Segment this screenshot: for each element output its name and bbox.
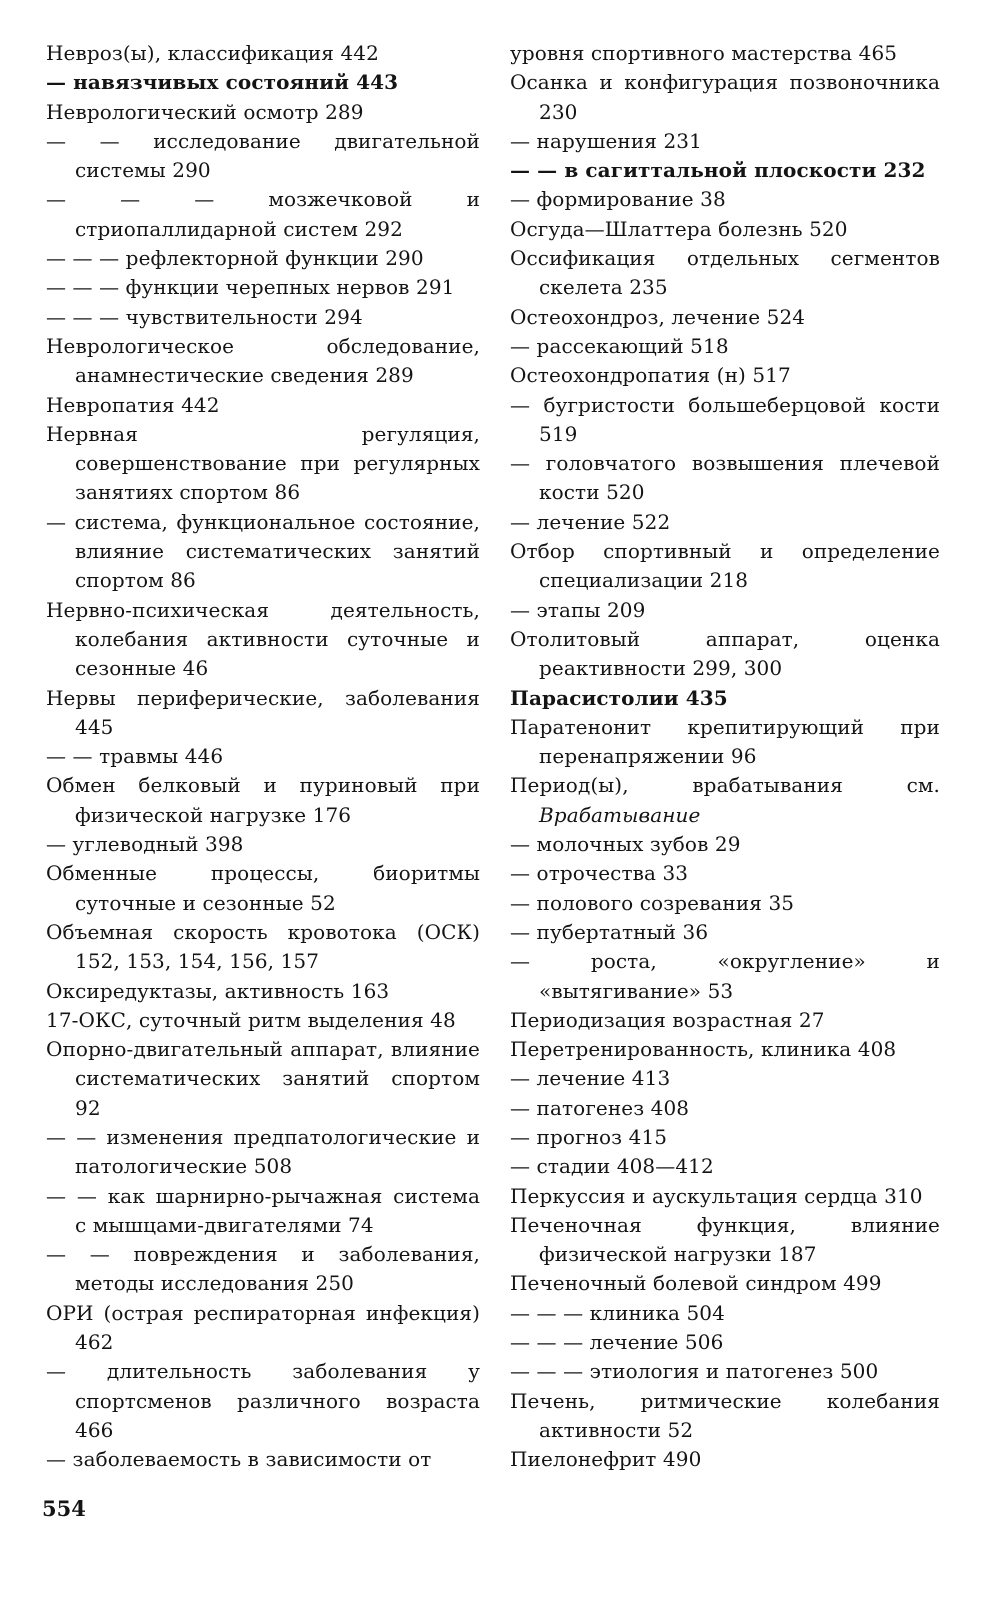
index-entry-text: Осанка и конфигурация позвоночника 230 xyxy=(510,70,940,124)
index-entry xyxy=(46,1182,480,1241)
index-entry-text: — лечение 413 xyxy=(510,1066,671,1091)
index-entry-text: — — — клиника 504 xyxy=(510,1300,725,1325)
index-entry-text: Обмен белковый и пуриновый при физической нагрузке 176 xyxy=(46,773,480,827)
index-entry xyxy=(510,596,940,625)
index-entry-text: — — травмы 446 xyxy=(46,744,224,769)
index-entry xyxy=(510,1357,940,1386)
index-entry xyxy=(46,771,480,830)
index-entry-text: Печень, ритмические колебания активности 52 xyxy=(510,1388,940,1442)
index-entry xyxy=(510,1387,940,1446)
index-column-right xyxy=(510,39,940,1475)
index-entry-text: Паратенонит крепитирующий при перенапряжении 96 xyxy=(510,714,940,769)
index-entry xyxy=(510,215,940,244)
index-entry xyxy=(46,684,480,743)
index-entry-text: — рассекающий 518 xyxy=(510,333,729,358)
index-entry xyxy=(46,596,480,684)
index-entry xyxy=(46,303,480,332)
index-entry xyxy=(510,1035,940,1064)
index-entry xyxy=(510,1211,940,1270)
index-entry xyxy=(46,918,480,977)
index-entry-text: — система, функциональное состояние, влияние систематических занятий спортом 86 xyxy=(46,509,480,593)
index-entry xyxy=(510,1123,940,1152)
index-entry xyxy=(510,332,940,361)
index-entry-text: — — повреждения и заболевания, методы исследования 250 xyxy=(46,1242,480,1296)
index-entry-text: Объемная скорость кровотока (ОСК) 152, 153, 154, 156, 157 xyxy=(46,919,480,974)
index-entry-text: — лечение 522 xyxy=(510,509,671,534)
index-entry xyxy=(510,1182,940,1211)
index-entry-text: Нервы периферические, заболевания 445 xyxy=(46,685,480,739)
index-entry xyxy=(510,1094,940,1123)
index-entry xyxy=(510,889,940,918)
index-entry-text: Отбор спортивный и определение специализации 218 xyxy=(510,539,940,593)
index-entry-text: — — — мозжечковой и стриопаллидарной систем 292 xyxy=(46,187,480,241)
index-entry xyxy=(510,1299,940,1328)
index-entry-text: Парасистолии 435 xyxy=(510,685,728,710)
index-entry-text: Неврологическое обследование, анамнестические сведения 289 xyxy=(46,333,480,388)
index-entry xyxy=(46,1006,480,1035)
index-entry xyxy=(46,420,480,508)
index-entry xyxy=(510,1445,940,1474)
index-entry-text: — заболеваемость в зависимости от xyxy=(46,1447,432,1472)
index-entry xyxy=(46,391,480,420)
index-entry xyxy=(510,39,940,68)
index-entry-text: — углеводный 398 xyxy=(46,832,244,857)
index-entry xyxy=(510,1269,940,1298)
index-entry xyxy=(510,537,940,596)
index-entry xyxy=(46,39,480,68)
index-entry-text: — длительность заболевания у спортсменов различного возраста 466 xyxy=(46,1359,480,1442)
index-entry-text: Оксиредуктазы, активность 163 xyxy=(46,978,390,1003)
index-entry-text: — — как шарнирно-рычажная система с мышцами-двигателями 74 xyxy=(46,1183,480,1237)
index-entry xyxy=(510,947,940,1006)
index-entry xyxy=(510,303,940,332)
index-entry xyxy=(46,1445,480,1474)
index-entry xyxy=(46,127,480,186)
index-entry-text: — — исследование двигательной системы 290 xyxy=(46,128,480,183)
index-entry-text: — головчатого возвышения плечевой кости 520 xyxy=(510,451,940,505)
index-entry-text: Период(ы), врабатывания см. xyxy=(510,773,940,798)
index-entry xyxy=(510,771,940,830)
index-entry xyxy=(46,185,480,244)
index-entry-text: — пубертатный 36 xyxy=(510,919,709,944)
index-entry-text: Остеохондроз, лечение 524 xyxy=(510,304,806,329)
index-entry-text: — — в сагиттальной плоскости 232 xyxy=(510,158,926,183)
index-entry-text: — прогноз 415 xyxy=(510,1124,668,1149)
index-entry xyxy=(510,391,940,450)
index-entry-text: — нарушения 231 xyxy=(510,128,702,153)
index-entry-text: — роста, «округление» и «вытягивание» 53 xyxy=(510,949,940,1003)
index-entry-text: — отрочества 33 xyxy=(510,861,689,886)
index-entry xyxy=(510,918,940,947)
index-entry xyxy=(510,156,940,185)
index-entry xyxy=(46,68,480,97)
index-entry xyxy=(510,1064,940,1093)
index-entry xyxy=(46,273,480,302)
index-entry-text: — — — чувствительности 294 xyxy=(46,304,363,329)
index-entry xyxy=(46,1035,480,1123)
index-entry-text: — — — рефлекторной функции 290 xyxy=(46,246,424,271)
index-entry xyxy=(510,1006,940,1035)
index-entry xyxy=(46,1123,480,1182)
index-entry-text: — — — лечение 506 xyxy=(510,1330,724,1355)
index-entry-text: — молочных зубов 29 xyxy=(510,832,741,857)
index-entry xyxy=(510,185,940,214)
index-entry-text: Отолитовый аппарат, оценка реактивности 299, 300 xyxy=(510,626,940,681)
index-entry-text: — стадии 408—412 xyxy=(510,1154,714,1179)
index-column-left xyxy=(46,39,480,1475)
index-entry-text: — — изменения предпатологические и патологические 508 xyxy=(46,1124,480,1179)
index-entry-text: Перетренированность, клиника 408 xyxy=(510,1037,897,1062)
index-entry xyxy=(46,859,480,918)
index-entry-text: Опорно-двигательный аппарат, влияние систематических занятий спортом 92 xyxy=(46,1037,480,1120)
index-entry-text: Нервная регуляция, совершенствование при регулярных занятиях спортом 86 xyxy=(46,421,480,505)
index-entry xyxy=(510,127,940,156)
index-entry xyxy=(510,1328,940,1357)
index-entry-text: — формирование 38 xyxy=(510,187,726,212)
index-entry-text: — — — этиология и патогенез 500 xyxy=(510,1359,879,1384)
index-entry-text: ОРИ (острая респираторная инфекция) 462 xyxy=(46,1300,480,1355)
index-entry xyxy=(510,625,940,684)
index-entry-text: Печеночная функция, влияние физической нагрузки 187 xyxy=(510,1212,940,1267)
index-entry-text: Периодизация возрастная 27 xyxy=(510,1007,825,1032)
index-entry xyxy=(46,1299,480,1358)
index-entry-text: Нервно-психическая деятельность, колебания активности суточные и сезонные 46 xyxy=(46,597,480,681)
index-entry xyxy=(46,977,480,1006)
index-entry xyxy=(510,713,940,772)
index-entry-text: Остеохондропатия (н) 517 xyxy=(510,363,791,388)
index-entry xyxy=(510,508,940,537)
index-entry xyxy=(46,1357,480,1445)
index-entry-text: — этапы 209 xyxy=(510,597,646,622)
index-entry-text: уровня спортивного мастерства 465 xyxy=(510,41,898,65)
index-entry xyxy=(510,449,940,508)
index-entry xyxy=(46,1240,480,1299)
index-entry xyxy=(510,244,940,303)
index-entry-text: Осгуда—Шлаттера болезнь 520 xyxy=(510,216,848,241)
index-entry-text: Обменные процессы, биоритмы суточные и сезонные 52 xyxy=(46,861,480,915)
index-entry xyxy=(510,830,940,859)
index-entry xyxy=(46,332,480,391)
index-entry-text: Оссификация отдельных сегментов скелета 235 xyxy=(510,246,940,300)
index-entry xyxy=(46,98,480,127)
page-number: 554 xyxy=(42,1496,86,1521)
index-entry-text: Перкуссия и аускультация сердца 310 xyxy=(510,1183,923,1208)
index-entry-text: — навязчивых состояний 443 xyxy=(46,70,399,95)
index-entry xyxy=(46,244,480,273)
index-entry xyxy=(46,742,480,771)
index-entry-text: Невропатия 442 xyxy=(46,392,220,417)
index-entry-text: 17-ОКС, суточный ритм выделения 48 xyxy=(46,1007,456,1032)
index-entry-text: — бугристости большеберцовой кости 519 xyxy=(510,392,940,446)
index-entry xyxy=(510,361,940,390)
index-entry-text: — — — функции черепных нервов 291 xyxy=(46,275,455,300)
index-entry-text: Пиелонефрит 490 xyxy=(510,1447,702,1472)
index-entry-reference: Врабатывание xyxy=(539,802,701,827)
index-entry xyxy=(510,1152,940,1181)
index-entry xyxy=(510,859,940,888)
index-entry xyxy=(510,684,940,713)
index-entry-text: Печеночный болевой синдром 499 xyxy=(510,1271,882,1296)
index-entry-text: — полового созревания 35 xyxy=(510,890,795,915)
index-entry-text: — патогенез 408 xyxy=(510,1095,690,1120)
index-entry xyxy=(46,508,480,596)
index-entry-text: Неврологический осмотр 289 xyxy=(46,99,364,124)
index-entry xyxy=(510,68,940,127)
index-entry-text: Невроз(ы), классификация 442 xyxy=(46,41,379,65)
index-entry xyxy=(46,830,480,859)
